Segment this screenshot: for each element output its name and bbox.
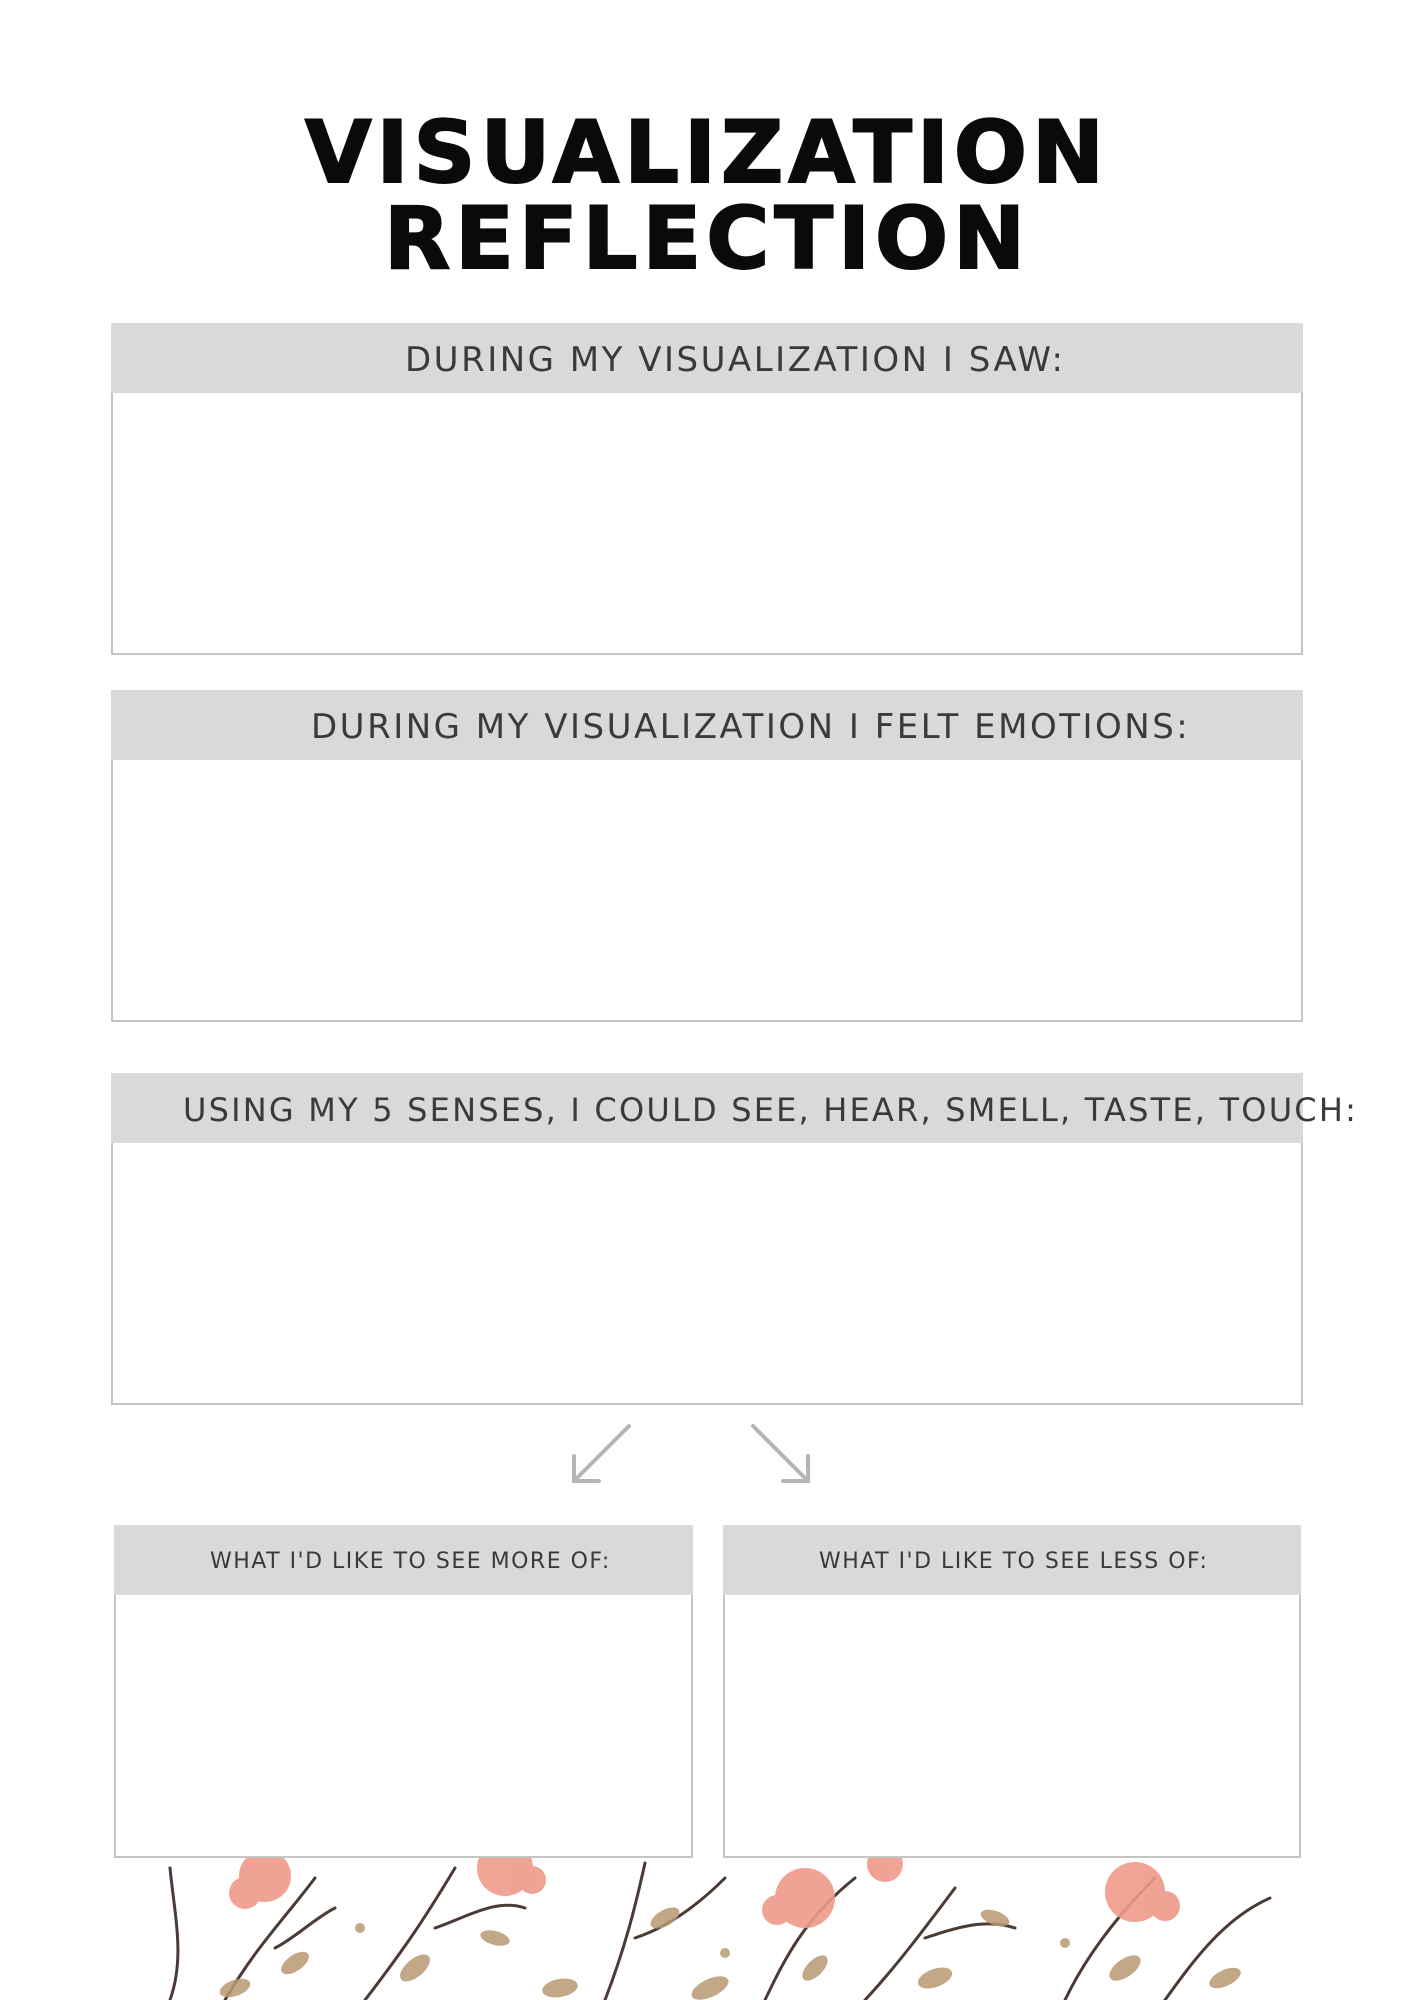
arrow-down-left-icon bbox=[574, 1426, 629, 1481]
arrows bbox=[560, 1420, 820, 1490]
less-box bbox=[723, 1525, 1301, 1858]
page-title: VISUALIZATION REFLECTION bbox=[304, 103, 1110, 289]
saw-writing-area[interactable] bbox=[113, 393, 1301, 653]
senses-box bbox=[111, 1073, 1359, 1405]
senses-label: USING MY 5 SENSES, I COULD SEE, HEAR, SMELL, TASTE, TOUCH: bbox=[183, 1091, 1359, 1129]
emotions-box bbox=[111, 690, 1303, 1022]
more-label: WHAT I'D LIKE TO SEE MORE OF: bbox=[210, 1549, 611, 1574]
saw-box bbox=[111, 323, 1303, 655]
senses-writing-area[interactable] bbox=[113, 1143, 1301, 1403]
saw-label: DURING MY VISUALIZATION I SAW: bbox=[405, 340, 1066, 380]
less-writing-area[interactable] bbox=[725, 1595, 1299, 1856]
arrow-down-right-icon bbox=[753, 1426, 808, 1481]
less-label: WHAT I'D LIKE TO SEE LESS OF: bbox=[819, 1549, 1209, 1574]
more-box bbox=[114, 1525, 693, 1858]
more-writing-area[interactable] bbox=[116, 1595, 691, 1856]
emotions-writing-area[interactable] bbox=[113, 760, 1301, 1020]
emotions-label: DURING MY VISUALIZATION I FELT EMOTIONS: bbox=[311, 707, 1191, 747]
floral-border bbox=[165, 1858, 1275, 2000]
